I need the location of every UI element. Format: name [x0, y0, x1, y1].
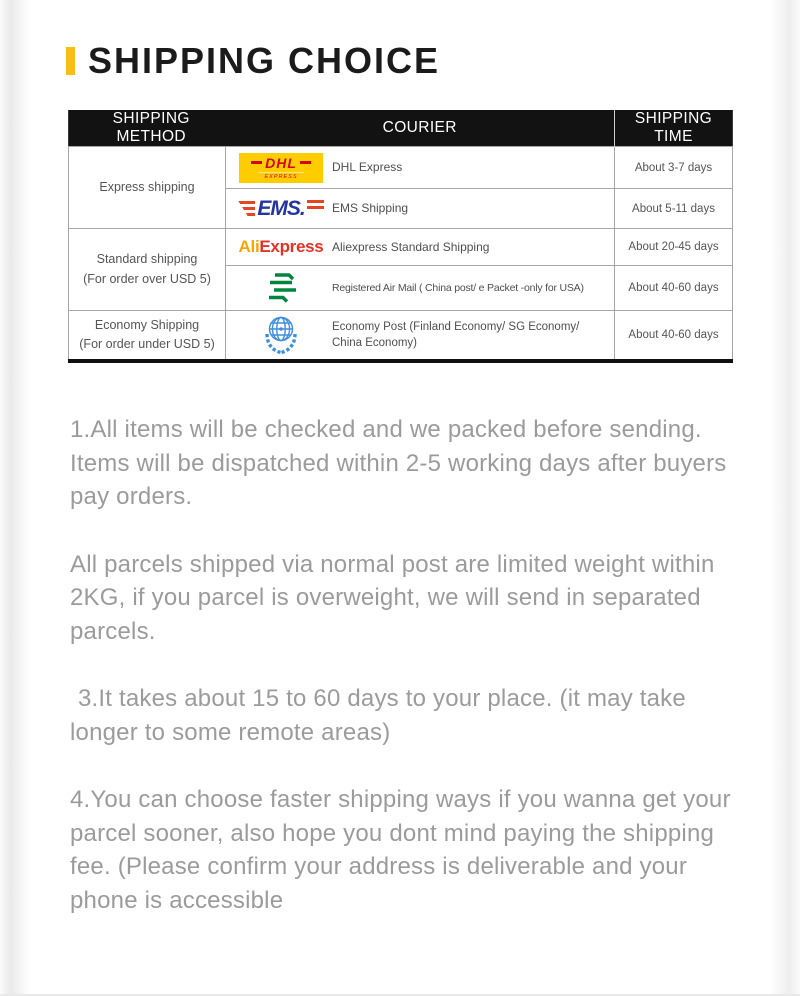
method-sublabel: (For order under USD 5)	[79, 337, 215, 351]
method-label: Standard shipping	[96, 252, 198, 267]
courier-cell-dhl	[226, 147, 615, 189]
section-title-row	[66, 40, 800, 82]
note-paragraph-2: All parcels shipped via normal post are limited weight within 2KG, if you parcel is overweight, we will send in separated parcels.	[70, 550, 715, 645]
note-paragraph-3: 3.It takes about 15 to 60 days to your place. (it may take longer to some remote areas)	[70, 685, 686, 746]
table-row	[69, 229, 733, 266]
page-right-edge-shadow	[770, 0, 800, 996]
dhl-speed-bar	[300, 161, 311, 164]
shipping-time-cell: About 3-7 days	[615, 147, 733, 189]
method-cell-express	[69, 147, 226, 229]
aliexpress-logo-part1: Ali	[238, 237, 260, 256]
courier-name: Economy Post (Finland Economy/ SG Economy/ China Economy)	[332, 320, 580, 349]
shipping-time-cell: About 5-11 days	[615, 189, 733, 229]
shipping-time-cell: About 40-60 days	[615, 311, 733, 362]
shipping-table	[68, 110, 733, 363]
ems-wing-stripes	[238, 201, 255, 216]
shipping-time-cell: About 20-45 days	[615, 229, 733, 266]
title-accent-bar	[66, 47, 75, 75]
method-label: Economy Shipping	[94, 317, 200, 332]
china-post-logo-icon	[261, 268, 301, 308]
note-paragraph-4: 4.You can choose faster shipping ways if you wanna get your parcel sooner, also hope you dont mind paying the shipping fee. (Please confirm your address is deliverable and your phone is accessible	[70, 786, 731, 914]
page-left-edge-shadow	[0, 0, 30, 996]
table-header-row	[69, 110, 733, 147]
dhl-speed-bar	[251, 161, 262, 164]
un-logo-icon	[259, 313, 303, 357]
china-post-logo	[236, 268, 326, 308]
col-header-courier: COURIER	[226, 110, 615, 147]
un-logo	[236, 313, 326, 357]
table-row	[69, 311, 733, 362]
ems-logo-text: EMS.	[257, 197, 305, 220]
page-title: SHIPPING CHOICE	[88, 40, 441, 81]
method-cell-standard	[69, 229, 226, 311]
courier-cell-aliexpress	[226, 229, 615, 266]
method-sublabel: (For order over USD 5)	[83, 271, 211, 286]
shipping-time-cell: About 40-60 days	[615, 266, 733, 311]
col-header-shipping-time: SHIPPING TIME	[615, 110, 733, 147]
dhl-logo-text: DHL	[265, 154, 297, 171]
method-cell-economy	[69, 311, 226, 362]
courier-name: Registered Air Mail ( China post/ e Packet -only for USA)	[332, 281, 584, 294]
courier-cell-ems	[226, 189, 615, 229]
ems-logo	[236, 198, 326, 219]
method-label: Express shipping	[99, 179, 195, 194]
ems-wing-stripes	[307, 200, 324, 209]
courier-name: DHL Express	[332, 160, 403, 175]
aliexpress-logo	[236, 237, 326, 257]
col-header-shipping-method: SHIPPING METHOD	[69, 110, 226, 147]
aliexpress-logo-part2: Express	[259, 237, 324, 256]
courier-name: Aliexpress Standard Shipping	[332, 239, 490, 254]
courier-cell-china-post	[226, 266, 615, 311]
dhl-logo	[236, 153, 326, 183]
table-row	[69, 147, 733, 189]
courier-name: EMS Shipping	[332, 201, 409, 216]
shipping-notes	[70, 413, 742, 917]
note-paragraph-1: 1.All items will be checked and we packed before sending. Items will be dispatched within 2-5 working days after buyers pay orders.	[70, 416, 727, 510]
courier-cell-economy-post	[226, 311, 615, 362]
dhl-logo-subtext: EXPRESS	[258, 172, 304, 180]
